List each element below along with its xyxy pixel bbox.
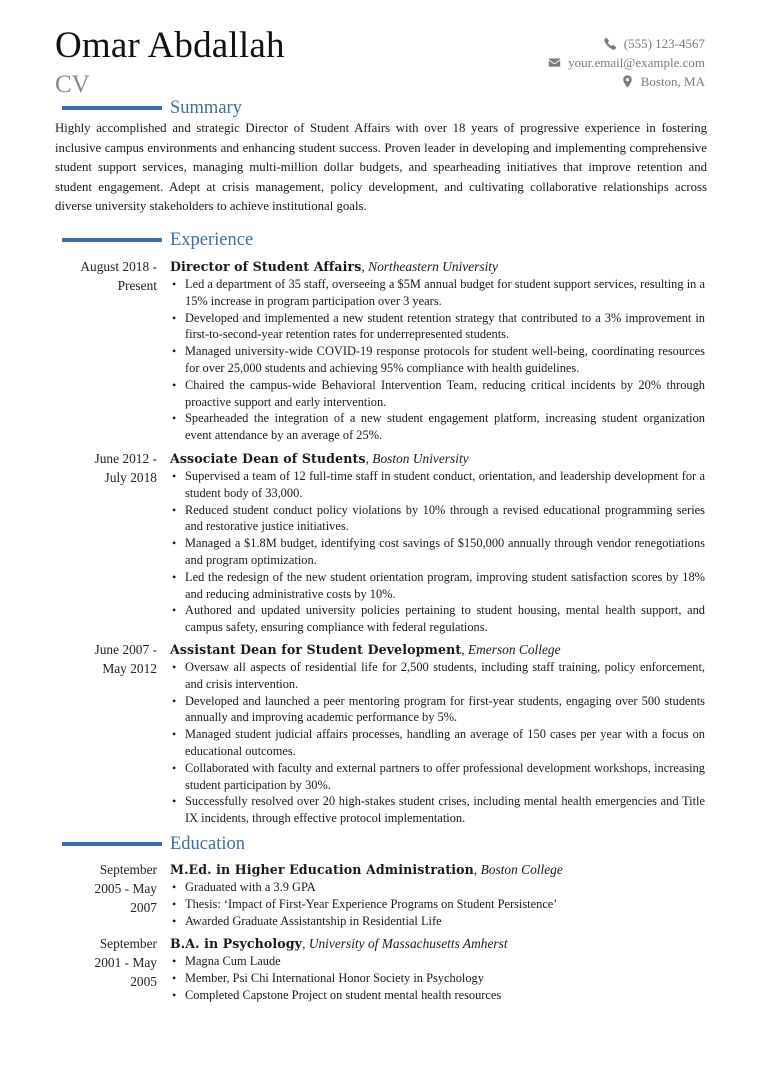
entry-title: Assistant Dean for Student Development, Emerson College <box>170 642 561 657</box>
bullet-item: • Spearheaded the integration of a new student engagement platform, increasing student organization event attendance by an average of 25%. <box>170 410 705 444</box>
contact-email[interactable] <box>548 53 705 72</box>
entry-body <box>170 257 705 444</box>
bullet-item: • Member, Psi Chi International Honor Society in Psychology <box>170 970 705 987</box>
bullet-item: • Authored and updated university policies pertaining to student housing, mental health support, and campus safety, ensuring compliance with federal regulations. <box>170 602 705 636</box>
entry-body <box>170 860 705 929</box>
entry-date <box>55 860 157 918</box>
bullet-item: • Awarded Graduate Assistantship in Residential Life <box>170 913 705 930</box>
contact-phone <box>548 34 705 53</box>
bullet-item: • Developed and implemented a new student retention strategy that contributed to a 3% improvement in first-to-second-year retention rates for underrepresented students. <box>170 310 705 344</box>
bullet-list <box>170 276 705 444</box>
bullet-item: • Graduated with a 3.9 GPA <box>170 879 705 896</box>
bullet-item: • Supervised a team of 12 full-time staff in student conduct, orientation, and leadership development for a student body of 33,000. <box>170 468 705 502</box>
phone-text: (555) 123-4567 <box>623 36 705 51</box>
entry-date <box>55 934 157 992</box>
section-title: Summary <box>170 98 242 118</box>
section-title: Experience <box>170 230 254 250</box>
date-end: Present <box>117 278 157 294</box>
summary-heading <box>62 97 242 119</box>
bullet-item: • Magna Cum Laude <box>170 953 705 970</box>
date-line: 2005 - May <box>94 881 157 897</box>
email-link[interactable]: your.email@example.com <box>568 55 705 70</box>
bullet-item: • Reduced student conduct policy violations by 10% through a revised educational programming series and restorative justice initiatives. <box>170 502 705 536</box>
bullet-item: • Completed Capstone Project on student mental health resources <box>170 987 705 1004</box>
bullet-item: • Managed a $1.8M budget, identifying cost savings of $150,000 annually through vendor renegotiations and program optimization. <box>170 535 705 569</box>
organization: Boston University <box>372 451 469 466</box>
section-divider <box>62 106 162 110</box>
bullet-list <box>170 879 705 929</box>
location-text: Boston, MA <box>640 74 705 89</box>
bullet-list <box>170 659 705 827</box>
date-start: August 2018 - <box>80 259 157 274</box>
degree-title: M.Ed. in Higher Education Administration <box>170 862 474 877</box>
contact-block <box>548 34 705 91</box>
section-divider <box>62 842 162 846</box>
job-title: Director of Student Affairs <box>170 259 362 274</box>
date-start: June 2012 - <box>94 451 157 466</box>
bullet-list <box>170 953 705 1003</box>
bullet-item: • Managed university-wide COVID-19 response protocols for student well-being, coordinating resources for over 25,000 students and achieving 95% compliance with health guidelines. <box>170 343 705 377</box>
bullet-item: • Collaborated with faculty and external partners to offer professional development workshops, increasing student participation by 30%. <box>170 760 705 794</box>
bullet-item: • Led a department of 35 staff, overseeing a $5M annual budget for student support services, resulting in a 15% increase in program participation over 3 years. <box>170 276 705 310</box>
experience-heading <box>62 229 253 251</box>
phone-icon <box>604 37 617 50</box>
bullet-item: • Thesis: ‘Impact of First-Year Experience Programs on Student Persistence’ <box>170 896 705 913</box>
entry-title: Director of Student Affairs, Northeastern University <box>170 259 498 274</box>
date-start: June 2007 - <box>94 642 157 657</box>
job-title: Assistant Dean for Student Development <box>170 642 462 657</box>
bullet-item: • Led the redesign of the new student orientation program, improving student satisfaction scores by 18% and reducing administrative costs by 10%. <box>170 569 705 603</box>
bullet-item: • Managed student judicial affairs processes, handling an average of 150 cases per year with a focus on educational outcomes. <box>170 726 705 760</box>
entry-date <box>55 449 157 487</box>
job-title: Associate Dean of Students <box>170 451 366 466</box>
entry-body <box>170 640 705 827</box>
organization: Emerson College <box>467 642 561 657</box>
entry-title: M.Ed. in Higher Education Administration, Boston College <box>170 862 563 877</box>
bullet-item: • Developed and launched a peer mentoring program for first-year students, engaging over 500 students annually and improving academic performance by 5%. <box>170 693 705 727</box>
document-subtitle: CV <box>55 71 90 98</box>
date-line: September <box>99 862 157 877</box>
date-line: 2005 <box>130 974 157 990</box>
section-title: Education <box>170 834 246 854</box>
institution: University of Massachusetts Amherst <box>308 936 508 951</box>
date-line: September <box>99 936 157 951</box>
date-line: 2007 <box>130 900 157 916</box>
entry-date <box>55 640 157 678</box>
entry-body <box>170 449 705 636</box>
date-line: 2001 - May <box>94 955 157 971</box>
entry-body <box>170 934 705 1003</box>
organization: Northeastern University <box>368 259 498 274</box>
education-heading <box>62 833 245 855</box>
date-end: July 2018 <box>104 470 157 486</box>
entry-title: Associate Dean of Students, Boston University <box>170 451 469 466</box>
map-pin-icon <box>621 75 634 88</box>
summary-text: Highly accomplished and strategic Director of Student Affairs with over 18 years of progressive experience in fostering inclusive campus environments and enhancing student success. Proven leader in developing and implementing comprehensive student support services, managing multi-million dollar budgets, and spearheading initiatives that improve retention and student engagement. Adept at crisis management, policy development, and cultivating collaborative relationships across diverse university stakeholders to achieve institutional goals. <box>55 121 707 214</box>
bullet-item: • Oversaw all aspects of residential life for 2,500 students, including staff training, policy enforcement, and crisis intervention. <box>170 659 705 693</box>
bullet-list <box>170 468 705 636</box>
section-divider <box>62 238 162 242</box>
envelope-icon <box>548 56 561 69</box>
date-end: May 2012 <box>102 661 157 677</box>
person-name: Omar Abdallah <box>55 25 285 66</box>
entry-title: B.A. in Psychology, University of Massachusetts Amherst <box>170 936 508 951</box>
bullet-item: • Successfully resolved over 20 high-stakes student crises, including mental health emergencies and Title IX incidents, through effective protocol implementation. <box>170 793 705 827</box>
institution: Boston College <box>480 862 563 877</box>
contact-location <box>548 72 705 91</box>
bullet-item: • Chaired the campus-wide Behavioral Intervention Team, reducing critical incidents by 20% through proactive support and early intervention. <box>170 377 705 411</box>
entry-date <box>55 257 157 295</box>
degree-title: B.A. in Psychology <box>170 936 303 951</box>
